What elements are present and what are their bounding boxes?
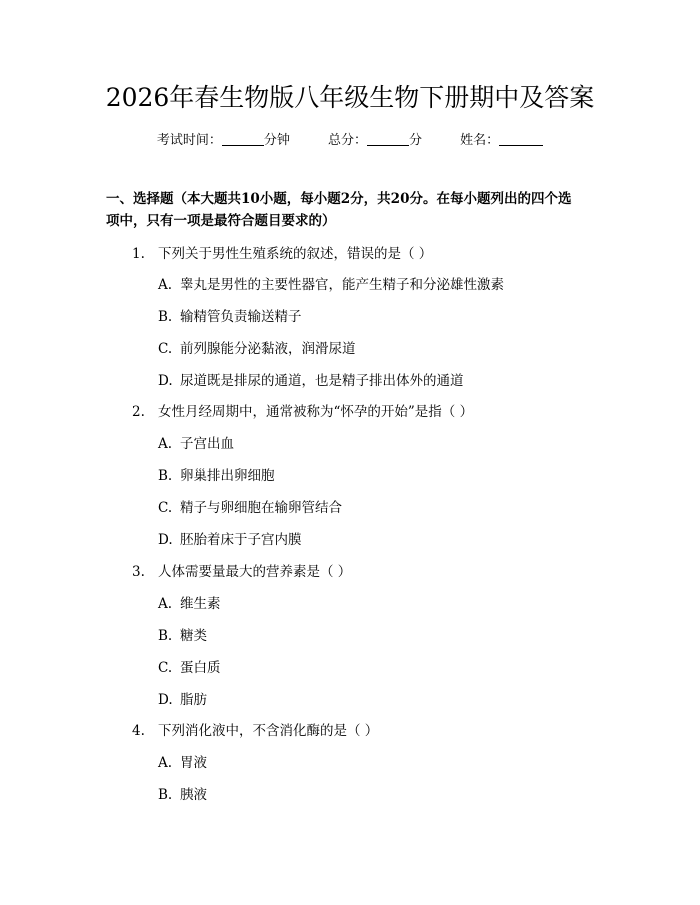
exam-time-label: 考试时间： — [156, 133, 222, 148]
option-letter: A. — [158, 596, 173, 612]
question-number: 3. — [132, 564, 145, 580]
option-letter: B. — [158, 628, 173, 644]
option-text: 前列腺能分泌黏液，润滑尿道 — [180, 341, 356, 357]
total-score-label: 总分： — [327, 133, 367, 148]
option-letter: D. — [158, 373, 173, 389]
option-letter: A. — [158, 755, 173, 771]
section-heading-line1: 一、选择题（本大题共10小题，每小题2分，共20分。在每小题列出的四个选 — [106, 191, 572, 207]
option-letter: D. — [158, 692, 173, 708]
question-number: 1. — [132, 246, 145, 262]
option-letter: A. — [158, 277, 173, 293]
option-text: 糖类 — [180, 628, 207, 644]
name-blank[interactable] — [499, 132, 543, 146]
option-text: 胃液 — [180, 755, 207, 771]
question-text: 女性月经周期中，通常被称为“怀孕的开始”是指（ ） — [158, 404, 474, 420]
option-letter: D. — [158, 532, 173, 548]
option-text: 脂肪 — [180, 692, 207, 708]
section-heading — [106, 188, 606, 232]
option-text: 胰液 — [180, 787, 207, 803]
name-field — [460, 133, 543, 148]
option-text: 精子与卵细胞在输卵管结合 — [180, 500, 342, 516]
question-text: 人体需要量最大的营养素是（ ） — [158, 564, 352, 580]
question-number: 2. — [132, 404, 145, 420]
name-label: 姓名： — [460, 133, 500, 148]
option-letter: A. — [158, 436, 173, 452]
option-letter: C. — [158, 660, 173, 676]
exam-time-blank[interactable] — [222, 132, 264, 146]
option-text: 输精管负责输送精子 — [180, 309, 302, 325]
option-text: 胚胎着床于子宫内膜 — [180, 532, 302, 548]
option-letter: C. — [158, 500, 173, 516]
question-number: 4. — [132, 723, 145, 739]
exam-time-field — [157, 133, 294, 148]
total-score-field — [328, 133, 426, 148]
option-letter: B. — [158, 787, 173, 803]
section-heading-line2: 项中，只有一项是最符合题目要求的） — [106, 213, 336, 229]
option-text: 睾丸是男性的主要性器官，能产生精子和分泌雄性激素 — [180, 277, 504, 293]
option-text: 维生素 — [180, 596, 221, 612]
option-text: 蛋白质 — [180, 660, 221, 676]
option-text: 尿道既是排尿的通道，也是精子排出体外的通道 — [180, 373, 464, 389]
question-text: 下列消化液中，不含消化酶的是（ ） — [158, 723, 379, 739]
option-letter: C. — [158, 341, 173, 357]
total-score-unit: 分 — [409, 133, 423, 148]
option-text: 子宫出血 — [180, 436, 234, 452]
total-score-blank[interactable] — [367, 132, 409, 146]
page-title: 2026年春生物版八年级生物下册期中及答案 — [105, 83, 595, 112]
option-letter: B. — [158, 309, 173, 325]
question-text: 下列关于男性生殖系统的叙述，错误的是（ ） — [158, 246, 433, 262]
exam-time-unit: 分钟 — [263, 133, 290, 148]
option-text: 卵巢排出卵细胞 — [180, 468, 275, 484]
option-letter: B. — [158, 468, 173, 484]
exam-meta — [0, 130, 700, 152]
